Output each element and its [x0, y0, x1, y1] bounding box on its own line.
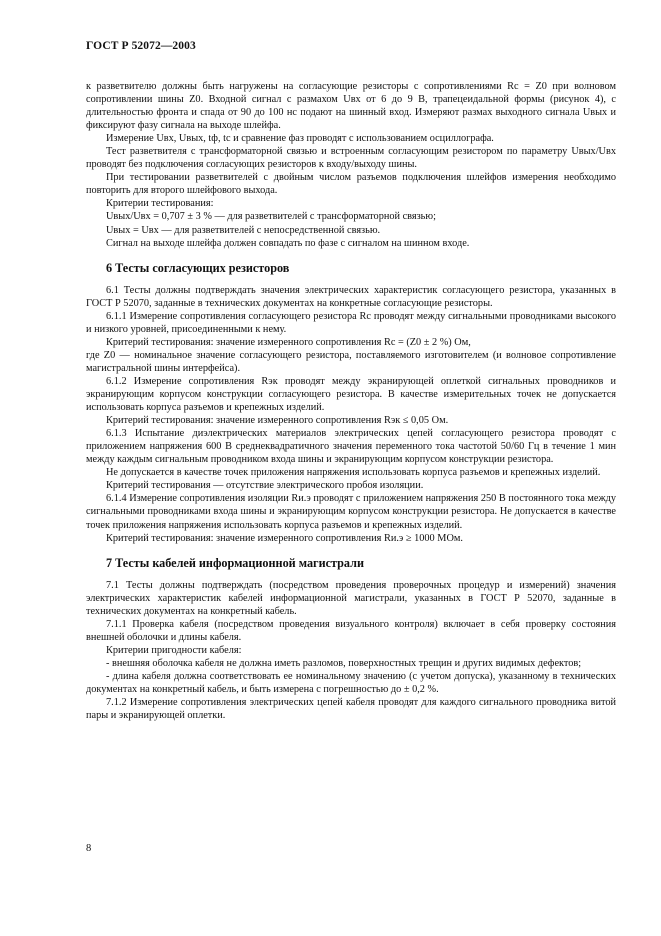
criterion: Критерий тестирования: значение измеренного сопротивления Rэк ≤ 0,05 Ом.: [106, 415, 449, 427]
criterion: Критерий тестирования: значение измеренного сопротивления Rс = (Z0 ± 2 %) Ом,: [106, 336, 471, 348]
list-item: - внешняя оболочка кабеля не должна иметь разломов, поверхностных трещин и других видимых дефектов;: [106, 657, 582, 669]
paragraph: Критерии тестирования:: [106, 198, 214, 210]
clause-6-1-1: 6.1.1 Измерение сопротивления согласующего резистора Rс проводят между сигнальными проводниками высокого и низкого уровней, присоединенными к нему.: [86, 310, 616, 335]
page-header: ГОСТ Р 52072—2003: [86, 40, 196, 52]
note: Не допускается в качестве точек приложения напряжения использовать корпуса разъемов и крепежных изделий.: [106, 467, 601, 479]
clause-7-1-2: 7.1.2 Измерение сопротивления электрических цепей кабеля проводят для каждого сигнального проводника витой пары и экранирующей оплетки.: [86, 697, 616, 722]
criterion: Критерий тестирования — отсутствие электрического пробоя изоляции.: [106, 480, 424, 492]
paragraph: Тест разветвителя с трансформаторной связью и встроенным согласующим резистором по параметру Uвых/Uвх проводят без подключения согласующих резисторов к входу/выходу шины.: [86, 146, 616, 171]
clause-6-1-4: 6.1.4 Измерение сопротивления изоляции Rи.э проводят с приложением напряжения 250 В постоянного тока между сигнальными проводниками входа шины и экранирующим корпусом конструкции резистора. Не допускается в качестве точек приложения напряжения использовать корпуса разъемов и крепежных изделий.: [86, 493, 616, 531]
clause-6-1-3: 6.1.3 Испытание диэлектрических материалов электрических цепей согласующего резистора проводят с приложением напряжения 600 В среднеквадратичного значения переменного тока частотой 50/60 Гц в течение 1 мин между каждым сигнальным проводником входа шины и экранирующим корпусом конструкции резистора.: [86, 428, 616, 466]
paragraph: Измерение Uвх, Uвых, tф, tс и сравнение фаз проводят с использованием осциллографа.: [106, 133, 494, 145]
list-item: - длина кабеля должна соответствовать ее номинальному значению (с учетом допуска), указанному в технических документах на конкретный кабель, и быть измерена с погрешностью до ± 0,2 %.: [86, 670, 616, 696]
definition: где Z0 — номинальное значение согласующего резистора, поставляемого изготовителем (и волновое сопротивление магистральной шины интерфейса).: [86, 349, 616, 374]
criterion-formula: Uвых = Uвх — для разветвителей с непосредственной связью.: [106, 224, 381, 236]
clause-6-1-2: 6.1.2 Измерение сопротивления Rэк проводят между экранирующей оплеткой сигнальных проводников и экранирующим корпусом конструкции согласующего резистора. В качестве измерительных точек не допускается использовать корпуса разъемов и крепежных изделий.: [86, 375, 616, 414]
paragraph: к разветвителю должны быть нагружены на согласующие резисторы с сопротивлениями Rс = Z0 при волновом сопротивлении шины Z0. Входной сигнал с размахом Uвх от 6 до 9 В, трапецеидальной формы (рисунок 4), с длительностью фронта и спада от 90 до 100 нс подают на шинный вход. Измеряют размах выходного сигнала Uвых и фиксируют фазу сигнала на выходе шлейфа.: [86, 81, 616, 132]
paragraph: Сигнал на выходе шлейфа должен совпадать по фазе с сигналом на шинном входе.: [106, 237, 470, 249]
clause-6-1: 6.1 Тесты должны подтверждать значения электрических характеристик согласующего резистора, указанных в ГОСТ Р 52070, заданные в технических документах на конкретные согласующие резисторы.: [86, 284, 616, 309]
page-body: [86, 80, 616, 722]
section-heading-7: 7 Тесты кабелей информационной магистрали: [106, 555, 364, 570]
page-number: 8: [86, 843, 92, 854]
clause-7-1: 7.1 Тесты должны подтверждать (посредством проведения проверочных процедур и измерений) значения электрических характеристик кабелей информационной магистрали, указанных в ГОСТ Р 52070, заданные в технических документах на конкретный кабель.: [86, 579, 616, 617]
criterion: Критерии пригодности кабеля:: [106, 644, 242, 656]
criterion: Критерий тестирования: значение измеренного сопротивления Rи.э ≥ 1000 МОм.: [106, 532, 463, 544]
clause-7-1-1: 7.1.1 Проверка кабеля (посредством проведения визуального контроля) включает в себя проверку состояния внешней оболочки и длины кабеля.: [86, 618, 616, 643]
section-heading-6: 6 Тесты согласующих резисторов: [106, 260, 290, 275]
paragraph: При тестировании разветвителей с двойным числом разъемов подключения шлейфов измерения необходимо повторить для второго шлейфового выхода.: [86, 172, 616, 197]
criterion-formula: Uвых/Uвх = 0,707 ± 3 % — для разветвителей с трансформаторной связью;: [106, 211, 436, 223]
